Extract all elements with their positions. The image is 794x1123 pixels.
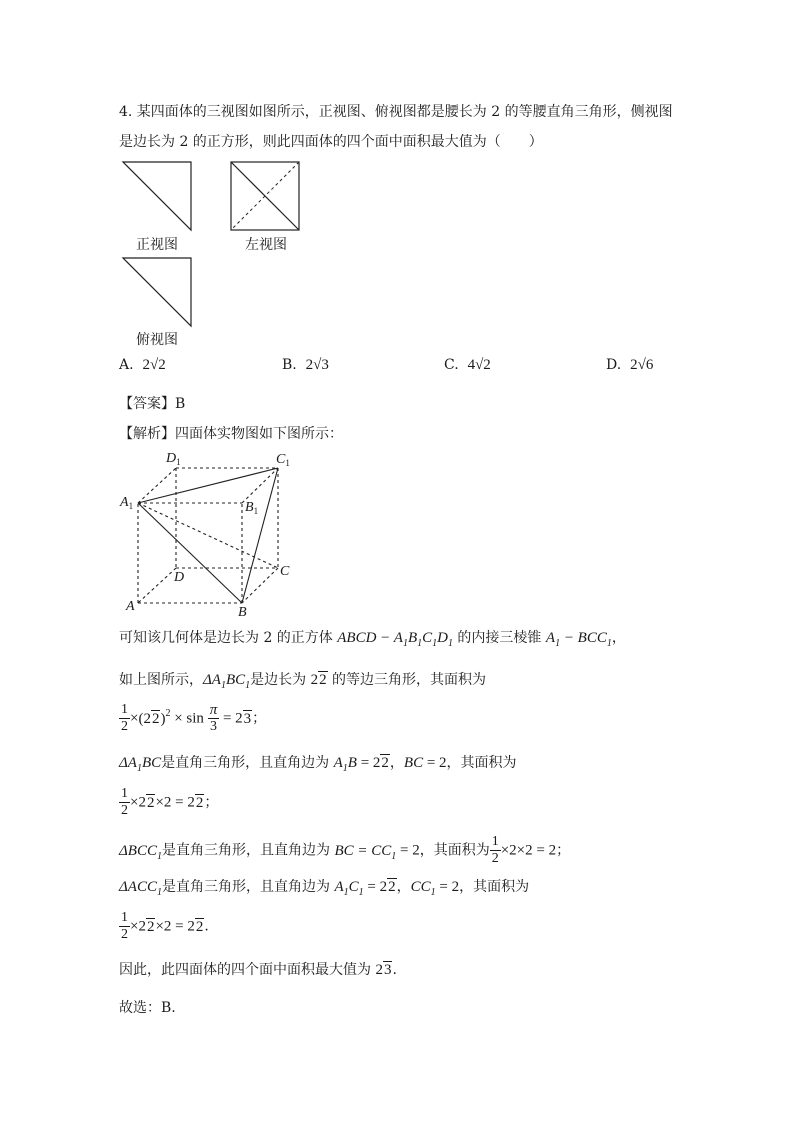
option-a-value: 2√2	[142, 357, 166, 373]
front-view-figure	[121, 160, 193, 232]
option-d-value: 2√6	[630, 357, 654, 373]
analysis-intro: 【解析】四面体实物图如下图所示：	[119, 426, 343, 442]
cube-figure	[118, 448, 298, 618]
label-a1: $A_1$	[120, 495, 134, 511]
label-a: A	[126, 599, 135, 614]
question-line-1: 4. 某四面体的三视图如图所示，正视图、俯视图都是腰长为 2 的等腰直角三角形，侧视图	[119, 104, 673, 120]
left-view-caption: 左视图	[245, 237, 287, 253]
formula-a1bc-area: $\frac{1}{2}$ ×22×2 = 22；	[121, 786, 219, 818]
formula-acc1-area: $\frac{1}{2}$ ×22×2 = 22.	[121, 910, 209, 942]
analysis-conclusion: 因此，此四面体的四个面中面积最大值为 23.	[119, 962, 397, 978]
analysis-p1: 可知该几何体是边长为 2 的正方体 ABCD − $A_1B_1C_1D_1$ 的内接三棱锥 $A_1 - BCC_1$，	[119, 630, 626, 649]
analysis-p4: $\Delta A_1BC$是直角三角形，且直角边为 $A_1B = 22$，BC = 2，其面积为	[119, 755, 517, 774]
front-view-caption: 正视图	[136, 237, 178, 253]
top-view-figure	[121, 256, 193, 328]
option-b-value: 2√3	[305, 357, 329, 373]
label-c1: $C_1$	[276, 452, 290, 468]
label-c: C	[280, 564, 290, 579]
option-b[interactable]: B. 2√3	[282, 357, 329, 373]
option-d[interactable]: D. 2√6	[606, 357, 654, 373]
cube-name: ABCD − $A_1B_1C_1D_1$	[337, 630, 453, 649]
label-b: B	[238, 605, 247, 618]
answer-label: 【答案】	[119, 396, 175, 412]
top-view-caption: 俯视图	[136, 332, 178, 348]
option-a[interactable]: A. 2√2	[119, 357, 166, 373]
label-d: D	[174, 570, 185, 585]
option-c-value: 4√2	[467, 357, 491, 373]
analysis-p2: 如上图所示，$\Delta A_1BC_1$是边长为 22 的等边三角形，其面积为	[119, 672, 487, 691]
left-view-figure	[229, 160, 301, 232]
analysis-label: 【解析】	[119, 426, 175, 442]
question-line-2: 是边长为 2 的正方形，则此四面体的四个面中面积最大值为（ ）	[119, 134, 543, 150]
analysis-final: 故选：B.	[119, 1000, 176, 1016]
option-c[interactable]: C. 4√2	[444, 357, 491, 373]
formula-equilateral-area: $\frac{1}{2}$ $\times(22)^2 \times \sin$ $\frac{\pi}{3}$ = 23；	[121, 702, 267, 734]
label-d1: $D_1$	[166, 451, 181, 467]
answer-line	[119, 394, 185, 414]
answer-value: B	[175, 396, 186, 412]
pyramid-name: $A_1 - BCC_1$	[545, 630, 612, 649]
analysis-p6: $\Delta BCC_1$是直角三角形，且直角边为 BC = $CC_1 = 2$，其面积为 $\frac{1}{2}$ ×2×2 = 2；	[119, 834, 571, 866]
label-b1: $B_1$	[245, 500, 259, 516]
analysis-p7: $\Delta ACC_1$是直角三角形，且直角边为 $A_1C_1 = 22$，$CC_1 = 2$，其面积为	[119, 879, 530, 898]
